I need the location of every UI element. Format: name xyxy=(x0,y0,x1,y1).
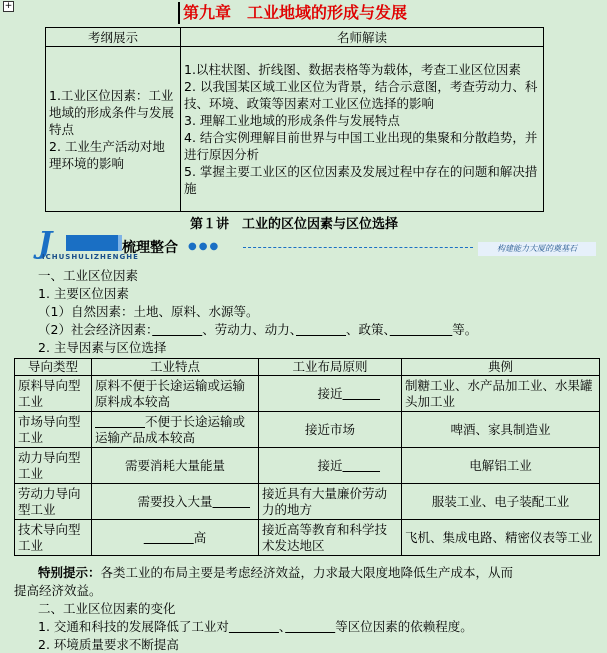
banner-letter: J xyxy=(38,226,53,261)
row-example: 飞机、集成电路、精密仪表等工业 xyxy=(402,520,600,556)
section-banner xyxy=(38,226,593,262)
section1-heading: 一、工业区位因素 xyxy=(38,268,139,283)
row-type: 市场导向型工业 xyxy=(15,412,92,448)
social-factors-c: 、政策、 xyxy=(346,322,390,337)
interpretation-item-5: 5. 掌握主要工业区的区位因素及发展过程中存在的问题和解决措施 xyxy=(184,164,538,196)
row-principle: 接近 xyxy=(259,448,402,484)
blank[interactable] xyxy=(144,530,194,545)
syllabus-item-2: 2. 工业生产活动对地理环境的影响 xyxy=(49,138,165,171)
social-factors-b: 、劳动力、动力、 xyxy=(202,322,296,337)
banner-bar xyxy=(66,235,122,251)
row-example: 服装工业、电子装配工业 xyxy=(402,484,600,520)
social-factors xyxy=(38,322,477,338)
row-principle: 接近市场 xyxy=(259,412,402,448)
banner-dots: ●●● xyxy=(188,241,221,252)
section1-item2: 2. 主导因素与区位选择 xyxy=(38,340,167,355)
row-feature: 高 xyxy=(92,520,259,556)
blank[interactable] xyxy=(390,322,453,337)
interpretation-item-3: 3. 理解工业地域的形成条件与发展特点 xyxy=(184,113,400,128)
table-row xyxy=(15,520,600,556)
blank[interactable] xyxy=(213,494,251,509)
tip-label: 特别提示： xyxy=(38,565,101,580)
interpretation-header: 名师解读 xyxy=(181,28,544,47)
location-table xyxy=(14,358,600,556)
row-feature: 不便于长途运输或运输产品成本较高 xyxy=(92,412,259,448)
row-principle: 接近 xyxy=(259,376,402,412)
interpretation-item-4: 4. 结合实例理解目前世界与中国工业出现的集聚和分散趋势，并进行原因分析 xyxy=(184,130,538,162)
row-type: 原料导向型工业 xyxy=(15,376,92,412)
syllabus-item-1: 1.工业区位因素：工业地域的形成条件与发展特点 xyxy=(49,87,175,137)
section1-item1: 1. 主要区位因素 xyxy=(38,286,129,301)
tip-line-1 xyxy=(38,565,513,581)
row-type: 动力导向型工业 xyxy=(15,448,92,484)
header-principle: 工业布局原则 xyxy=(259,359,402,376)
blank[interactable] xyxy=(285,619,335,634)
banner-title: 梳理整合 xyxy=(122,240,178,256)
social-factors-a: （2）社会经济因素： xyxy=(38,322,153,337)
blank[interactable] xyxy=(152,322,202,337)
tip-line-2: 提高经济效益。 xyxy=(14,583,102,598)
interpretation-item-2: 2. 以我国某区域工业区位为背景，结合示意图，考查劳动力、科技、环境、政策等因素对工业区位选择的影响 xyxy=(184,79,538,111)
lecture-title: 第１讲 工业的区位因素与区位选择 xyxy=(190,217,399,232)
banner-slogan: 构建能力大厦的奠基石 xyxy=(478,242,596,256)
interpretation-item-1: 1.以柱状图、折线图、数据表格等为载体，考查工业区位因素 xyxy=(184,62,521,77)
row-feature: 原料不便于长途运输或运输原料成本较高 xyxy=(92,376,259,412)
tip-text-a: 各类工业的布局主要是考虑经济效益，力求最大限度地降低生产成本，从而 xyxy=(100,565,514,580)
row-principle: 接近高等教育和科学技术发达地区 xyxy=(259,520,402,556)
blank[interactable] xyxy=(229,619,279,634)
row-example: 啤酒、家具制造业 xyxy=(402,412,600,448)
table-row xyxy=(15,412,600,448)
header-example: 典例 xyxy=(402,359,600,376)
row-principle: 接近具有大量廉价劳动力的地方 xyxy=(259,484,402,520)
row-feature: 需要投入大量 xyxy=(92,484,259,520)
chapter-title: 第九章 工业地域的形成与发展 xyxy=(178,2,473,24)
header-feature: 工业特点 xyxy=(92,359,259,376)
row-feature: 需要消耗大量能量 xyxy=(92,448,259,484)
table-row xyxy=(15,376,600,412)
blank[interactable] xyxy=(343,386,381,401)
table-row xyxy=(15,484,600,520)
social-factors-d: 等。 xyxy=(452,322,478,337)
table-move-handle-icon[interactable]: + xyxy=(4,1,13,11)
syllabus-header: 考纲展示 xyxy=(46,28,181,47)
syllabus-table xyxy=(45,27,544,212)
natural-factors: （1）自然因素：土地、原料、水源等。 xyxy=(38,304,259,319)
row-example: 制糖工业、水产品加工业、水果罐头加工业 xyxy=(402,376,600,412)
row-type: 劳动力导向型工业 xyxy=(15,484,92,520)
header-type: 导向类型 xyxy=(15,359,92,376)
row-type: 技术导向型工业 xyxy=(15,520,92,556)
section2-item1: 1. 交通和科技的发展降低了工业对 、 等区位因素的依赖程度。 xyxy=(38,619,473,634)
section2-heading: 二、工业区位因素的变化 xyxy=(38,601,176,616)
blank[interactable] xyxy=(95,414,145,429)
banner-divider xyxy=(243,247,473,248)
banner-pinyin: ICHUSHULIZHENGHE xyxy=(42,253,139,261)
blank[interactable] xyxy=(296,322,346,337)
table-row xyxy=(15,448,600,484)
row-example: 电解铝工业 xyxy=(402,448,600,484)
section2-item2: 2. 环境质量要求不断提高 xyxy=(38,637,179,652)
blank[interactable] xyxy=(343,458,381,473)
